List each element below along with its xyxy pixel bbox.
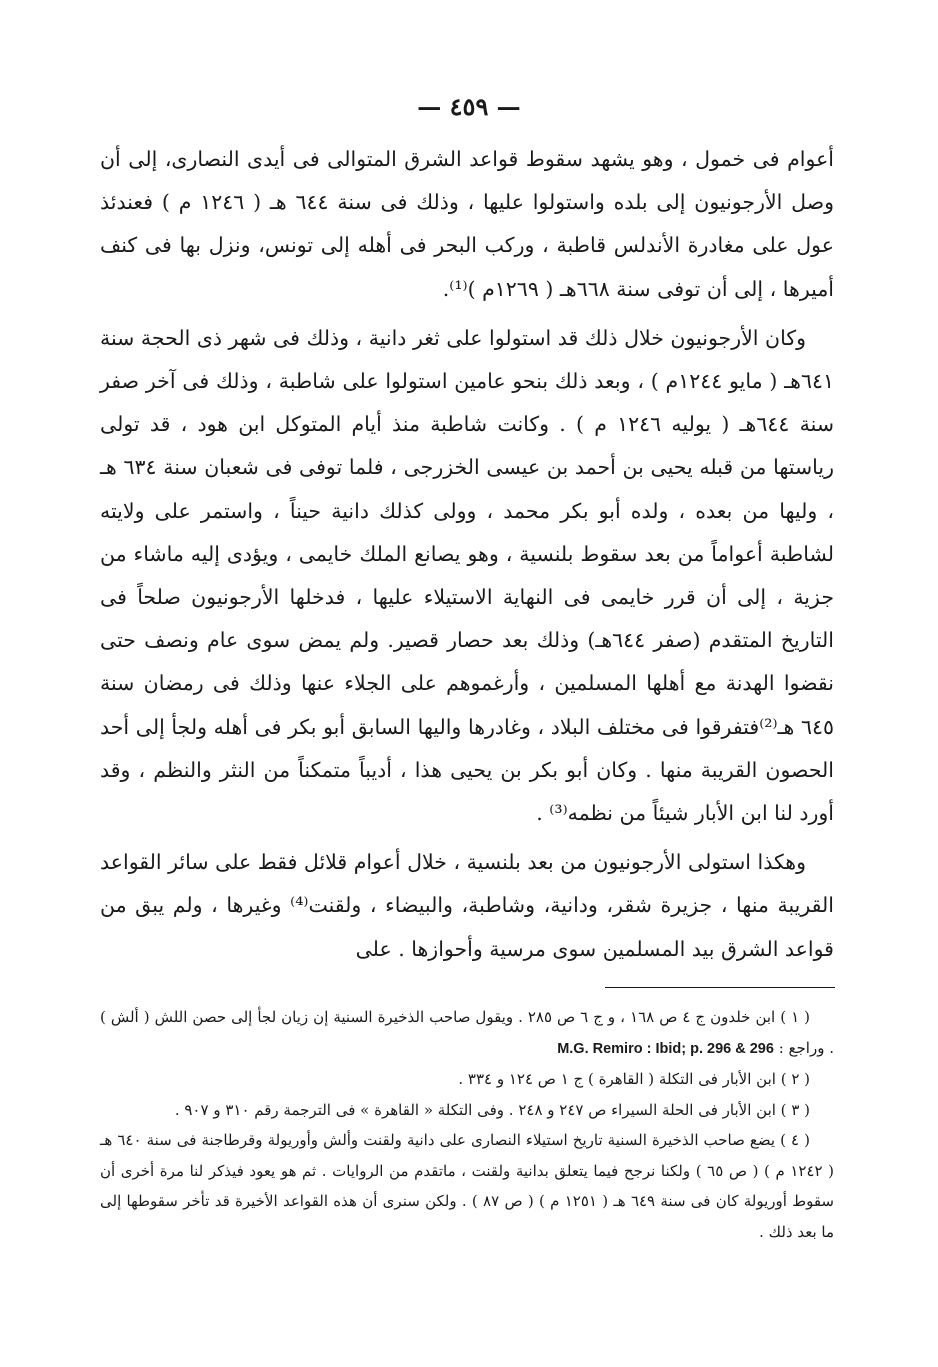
footnote-1 [100, 1002, 834, 1064]
footnote-1-text: ( ١ ) ابن خلدون ج ٤ ص ١٦٨ ، و ج ٦ ص ٢٨٥ . ويقول صاحب الذخيرة السنية إن زيان لجأ إلى حصن اللش ( ألش ) . وراجع : [100, 1008, 834, 1057]
footnote-1-reference: M.G. Remiro : Ibid; p. 296 & 296 [557, 1040, 774, 1057]
footnote-divider [605, 987, 835, 988]
main-text [100, 138, 834, 977]
page-number: — ٤٥٩ — [417, 92, 521, 121]
paragraph-2: وكان الأرجونيون خلال ذلك قد استولوا على ثغر دانية ، وذلك فى شهر ذى الحجة سنة ٦٤١هـ ( مايو ١٢٤٤م ) ، وبعد ذلك بنحو عامين استولوا على شاطبة ، وذلك فى آخر صفر سنة ٦٤٤هـ ( يوليه ١٢٤٦ م ) . وكانت شاطبة منذ أيام المتوكل ابن هود ، قد تولى رياستها من قبله يحيى بن أحمد بن عيسى الخزرجى ، فلما توفى فى شعبان سنة ٦٣٤ هـ ، وليها من بعده ، ولده أبو بكر محمد ، وولى كذلك دانية حيناً ، واستمر على ولايته لشاطبة أعواماً من بعد سقوط بلنسية ، وهو يصانع الملك خايمى ، ويؤدى إليه ماشاء من جزية ، إلى أن قرر خايمى فى النهاية الاستيلاء عليها ، فدخلها الأرجونيون صلحاً فى التاريخ المتقدم (صفر ٦٤٤هـ) وذلك بعد حصار قصير. ولم يمض سوى عام ونصف حتى نقضوا الهدنة مع أهلها المسلمين ، وأرغموهم على الجلاء عنها وذلك فى رمضان سنة ٦٤٥ هـ⁽²⁾فتفرقوا فى مختلف البلاد ، وغادرها واليها السابق أبو بكر فى أهله ولجأ إلى أحد الحصون القريبة منها . وكان أبو بكر بن يحيى هذا ، أديباً متمكناً من النثر والنظم ، وقد أورد لنا ابن الأبار شيئاً من نظمه⁽³⁾ . [100, 325, 834, 826]
footnote-2: ( ٢ ) ابن الأبار فى التكلة ( القاهرة ) ج ١ ص ١٢٤ و ٣٣٤ . [458, 1070, 810, 1088]
footnotes [100, 1002, 834, 1247]
paragraph-1: أعوام فى خمول ، وهو يشهد سقوط قواعد الشرق المتوالى فى أيدى النصارى، إلى أن وصل الأرجونيون إلى بلده واستولوا عليها ، وذلك فى سنة ٦٤٤ هـ ( ١٢٤٦ م ) فعندئذ عول على مغادرة الأندلس قاطبة ، وركب البحر فى أهله إلى تونس، ونزل بها فى كنف أميرها ، إلى أن توفى سنة ٦٦٨هـ ( ١٢٦٩م )⁽¹⁾. [100, 147, 834, 301]
footnote-4: ( ٤ ) يضع صاحب الذخيرة السنية تاريخ استيلاء النصارى على دانية ولقنت وألش وأوريولة وقرطاجنة فى سنة ٦٤٠ هـ ( ١٢٤٢ م ) ( ص ٦٥ ) ولكنا نرجح فيما يتعلق بدانية ولقنت ، ماتقدم من الروايات . ثم هو يعود فيذكر لنا مرة أخرى أن سقوط أوريولة كان فى سنة ٦٤٩ هـ ( ١٢٥١ م ) ( ص ٨٧ ) . ولكن سنرى أن هذه القواعد الأخيرة قد تأخر سقوطها إلى ما بعد ذلك . [100, 1131, 835, 1241]
paragraph-3: وهكذا استولى الأرجونيون من بعد بلنسية ، خلال أعوام قلائل فقط على سائر القواعد القريبة منها ، جزيرة شقر، ودانية، وشاطبة، والبيضاء ، ولقنت⁽⁴⁾ وغيرها ، ولم يبق من قواعد الشرق بيد المسلمين سوى مرسية وأحوازها . على [100, 850, 834, 961]
footnote-3: ( ٣ ) ابن الأبار فى الحلة السيراء ص ٢٤٧ و ٢٤٨ . وفى التكلة « القاهرة » فى الترجمة رقم ٣١٠ و ٩٠٧ . [174, 1100, 810, 1119]
